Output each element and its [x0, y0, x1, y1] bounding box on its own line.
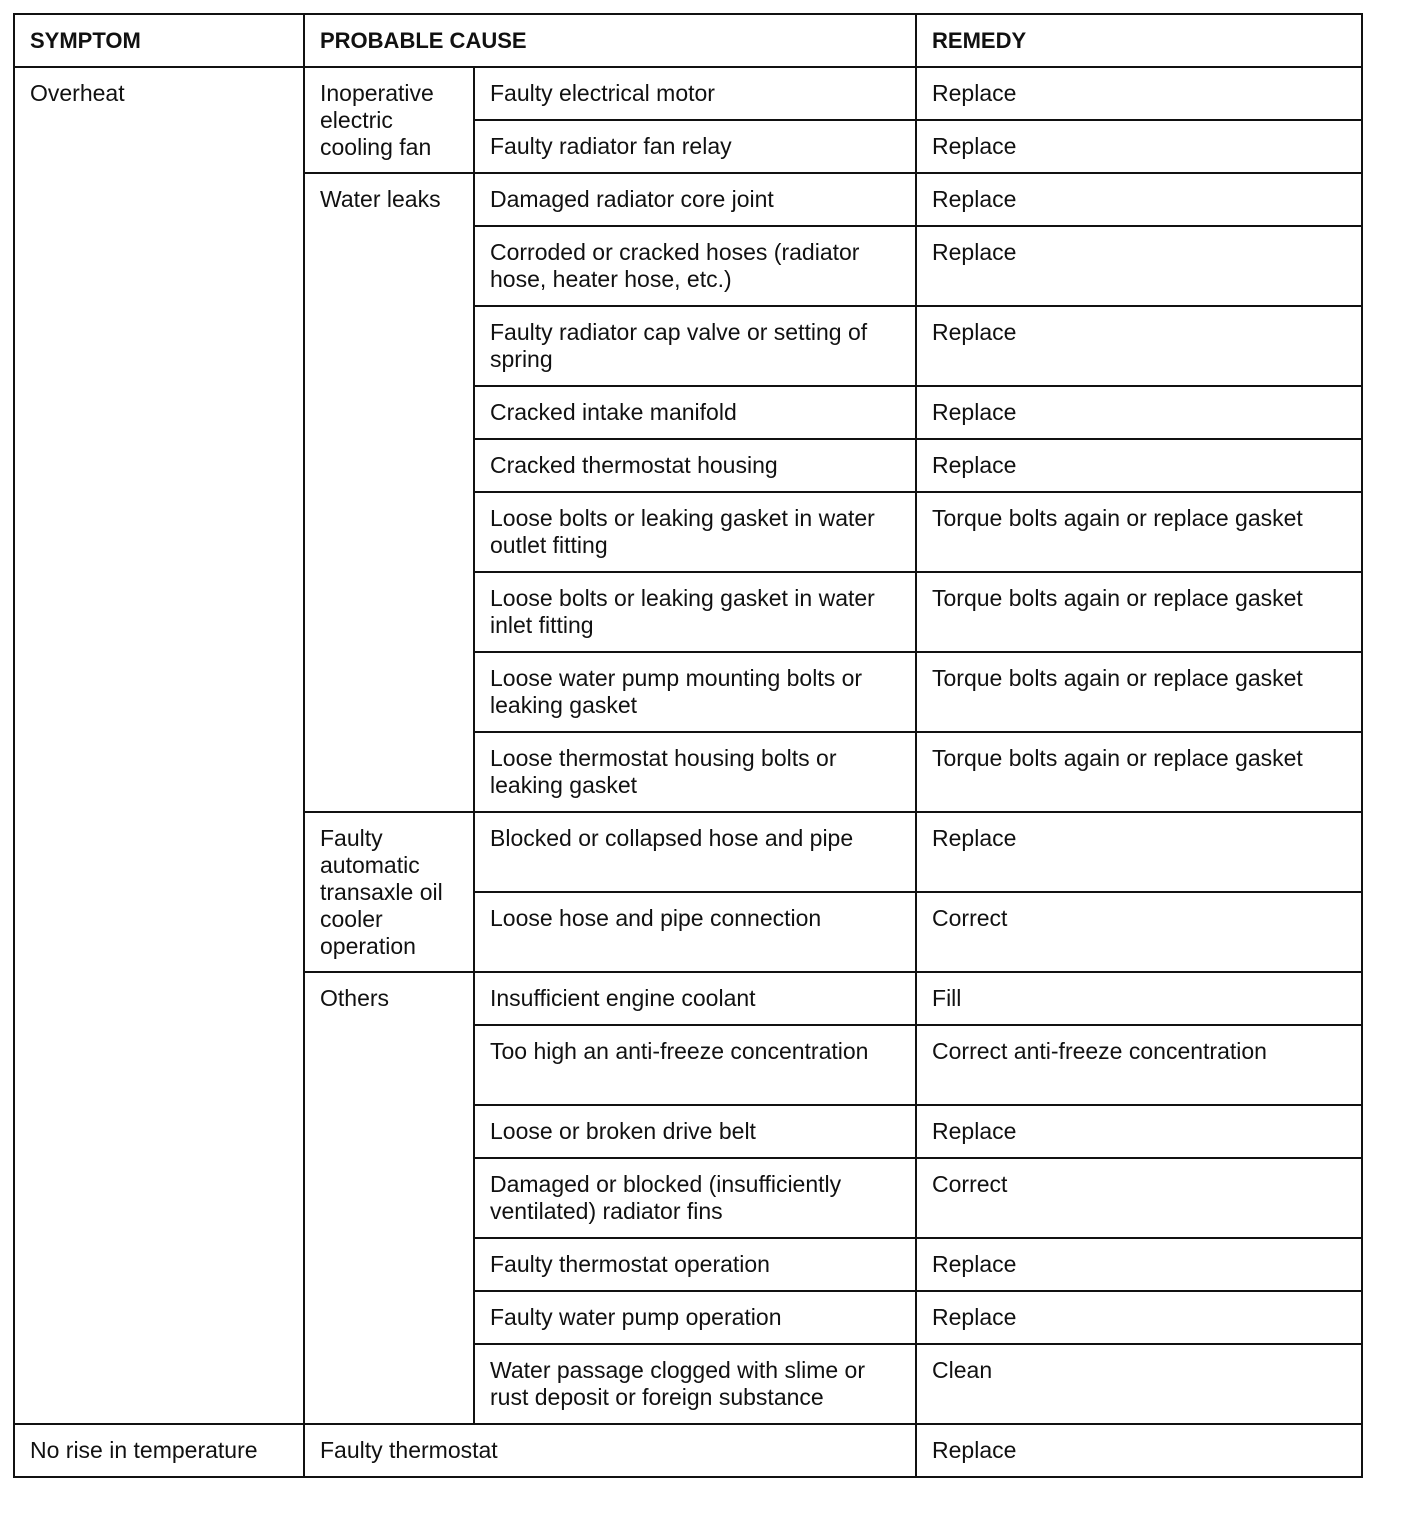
remedy-cell: Replace: [916, 439, 1362, 492]
detail-cell: Loose bolts or leaking gasket in water inlet fitting: [474, 572, 916, 652]
detail-cell: Faulty water pump operation: [474, 1291, 916, 1344]
table-row: [14, 67, 1362, 120]
remedy-cell: Torque bolts again or replace gasket: [916, 652, 1362, 732]
remedy-cell: Replace: [916, 386, 1362, 439]
header-row: [14, 14, 1362, 67]
remedy-cell: Replace: [916, 226, 1362, 306]
detail-cell: Damaged radiator core joint: [474, 173, 916, 226]
detail-cell: Blocked or collapsed hose and pipe: [474, 812, 916, 892]
remedy-cell: Torque bolts again or replace gasket: [916, 572, 1362, 652]
remedy-cell: Replace: [916, 306, 1362, 386]
remedy-cell: Torque bolts again or replace gasket: [916, 732, 1362, 812]
cause-cell: Faulty automatic transaxle oil cooler operation: [304, 812, 474, 972]
detail-cell: Cracked intake manifold: [474, 386, 916, 439]
remedy-cell: Torque bolts again or replace gasket: [916, 492, 1362, 572]
detail-cell: Insufficient engine coolant: [474, 972, 916, 1025]
remedy-cell: Replace: [916, 67, 1362, 120]
remedy-cell: Replace: [916, 1238, 1362, 1291]
remedy-cell: Replace: [916, 173, 1362, 226]
remedy-cell: Fill: [916, 972, 1362, 1025]
cause-cell: Faulty thermostat: [304, 1424, 916, 1477]
detail-cell: Faulty thermostat operation: [474, 1238, 916, 1291]
troubleshooting-table: [13, 13, 1363, 1478]
detail-cell: Loose thermostat housing bolts or leaking gasket: [474, 732, 916, 812]
detail-cell: Loose bolts or leaking gasket in water outlet fitting: [474, 492, 916, 572]
detail-cell: Corroded or cracked hoses (radiator hose, heater hose, etc.): [474, 226, 916, 306]
header-probable-cause: PROBABLE CAUSE: [304, 14, 916, 67]
detail-cell: Faulty radiator fan relay: [474, 120, 916, 173]
remedy-cell: Replace: [916, 1291, 1362, 1344]
table-row: [14, 1424, 1362, 1477]
remedy-cell: Correct: [916, 892, 1362, 972]
remedy-cell: Replace: [916, 1105, 1362, 1158]
detail-cell: Loose or broken drive belt: [474, 1105, 916, 1158]
detail-cell: Too high an anti-freeze concentration: [474, 1025, 916, 1105]
header-remedy: REMEDY: [916, 14, 1362, 67]
remedy-cell: Correct: [916, 1158, 1362, 1238]
detail-cell: Cracked thermostat housing: [474, 439, 916, 492]
symptom-cell: No rise in temperature: [14, 1424, 304, 1477]
detail-cell: Damaged or blocked (insufficiently ventilated) radiator fins: [474, 1158, 916, 1238]
cause-cell: Water leaks: [304, 173, 474, 812]
cause-cell: Others: [304, 972, 474, 1424]
detail-cell: Water passage clogged with slime or rust deposit or foreign substance: [474, 1344, 916, 1424]
remedy-cell: Replace: [916, 120, 1362, 173]
cause-cell: Inoperative electric cooling fan: [304, 67, 474, 173]
detail-cell: Loose water pump mounting bolts or leaking gasket: [474, 652, 916, 732]
header-symptom: SYMPTOM: [14, 14, 304, 67]
remedy-cell: Replace: [916, 1424, 1362, 1477]
remedy-cell: Clean: [916, 1344, 1362, 1424]
remedy-cell: Replace: [916, 812, 1362, 892]
detail-cell: Faulty electrical motor: [474, 67, 916, 120]
symptom-cell: Overheat: [14, 67, 304, 1424]
remedy-cell: Correct anti-freeze concentration: [916, 1025, 1362, 1105]
detail-cell: Faulty radiator cap valve or setting of spring: [474, 306, 916, 386]
detail-cell: Loose hose and pipe connection: [474, 892, 916, 972]
